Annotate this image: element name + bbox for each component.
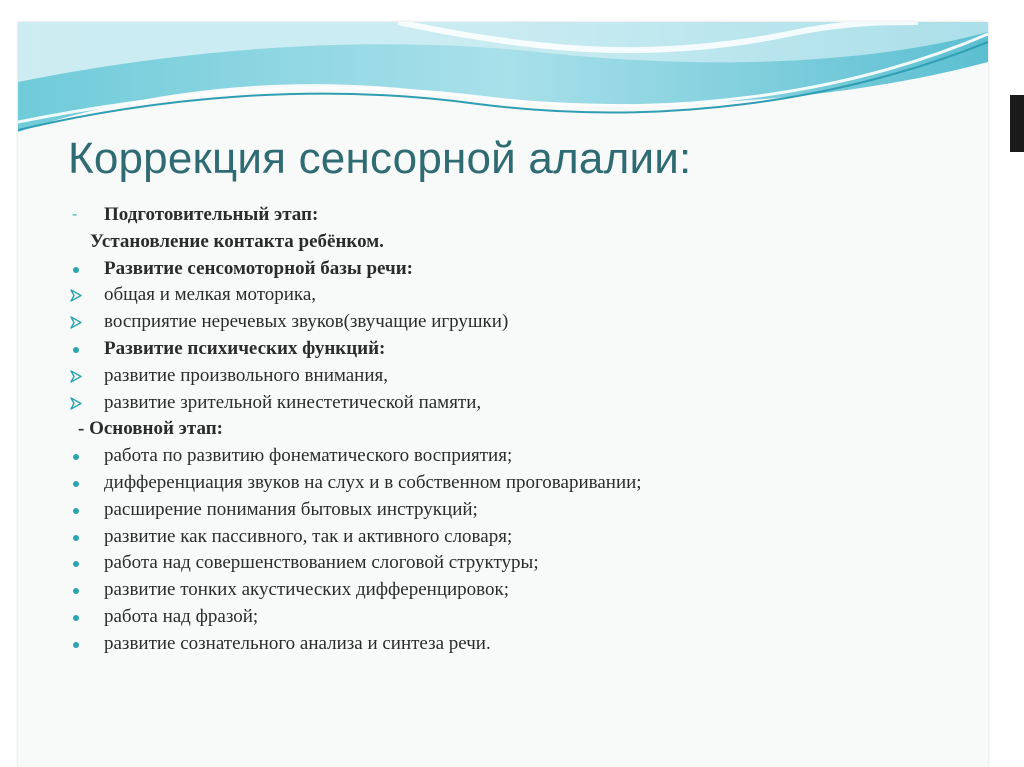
list-item bbox=[68, 202, 968, 229]
list-item bbox=[68, 631, 968, 658]
bullet-dot-icon bbox=[73, 481, 79, 487]
list-item-text: Подготовительный этап: bbox=[104, 204, 319, 225]
list-item bbox=[68, 443, 968, 470]
list-item-text: работа над фразой; bbox=[104, 605, 259, 627]
list-item-text: - Основной этап: bbox=[78, 418, 223, 440]
bullet-dot-icon bbox=[73, 615, 79, 621]
list-item bbox=[68, 336, 968, 363]
list-item bbox=[68, 577, 968, 604]
arrowhead-bullet-icon bbox=[70, 397, 84, 410]
list-item-text: развитие тонких акустических дифференцировок; bbox=[104, 579, 510, 601]
list-item-text: дифференциация звуков на слух и в собственном проговаривании; bbox=[104, 471, 642, 493]
list-item bbox=[68, 256, 968, 283]
list-item-text: восприятие неречевых звуков(звучащие игрушки) bbox=[104, 311, 509, 333]
list-item-text: расширение понимания бытовых инструкций; bbox=[104, 498, 478, 520]
bullet-dot-icon bbox=[73, 508, 79, 514]
list-item-text: развитие как пассивного, так и активного словаря; bbox=[104, 525, 513, 547]
right-edge-bar bbox=[1010, 95, 1024, 152]
list-item bbox=[68, 524, 968, 551]
list-item-text: развитие сознательного анализа и синтеза речи. bbox=[104, 632, 491, 654]
list-item-text: работа по развитию фонематического восприятия; bbox=[104, 445, 513, 467]
bullet-dot-icon bbox=[73, 561, 79, 567]
bullet-dot-icon bbox=[73, 588, 79, 594]
slide-title: Коррекция сенсорной алалии: bbox=[68, 134, 692, 183]
list-item bbox=[68, 363, 968, 390]
list-item-text: развитие зрительной кинестетической памяти, bbox=[104, 391, 482, 413]
bullet-dot-icon bbox=[73, 642, 79, 648]
list-item-text: Развитие психических функций: bbox=[104, 337, 386, 359]
arrowhead-bullet-icon bbox=[70, 289, 84, 302]
list-item bbox=[68, 309, 968, 336]
list-item-text: общая и мелкая моторика, bbox=[104, 284, 317, 306]
list-item-text: Установление контакта ребёнком. bbox=[90, 230, 384, 252]
list-item bbox=[68, 604, 968, 631]
bullet-dot-icon bbox=[73, 347, 79, 353]
bullet-dot-icon bbox=[73, 535, 79, 541]
list-item bbox=[68, 390, 968, 417]
arrowhead-bullet-icon bbox=[70, 370, 84, 383]
list-item bbox=[68, 416, 968, 443]
list-item bbox=[68, 229, 968, 256]
list-item-text: Развитие сенсомоторной базы речи: bbox=[104, 257, 414, 279]
list-item bbox=[68, 282, 968, 309]
dash-bullet-icon: - bbox=[72, 206, 78, 223]
bullet-dot-icon bbox=[73, 267, 79, 273]
arrowhead-bullet-icon bbox=[70, 316, 84, 329]
slide bbox=[18, 22, 988, 767]
bullet-dot-icon bbox=[73, 454, 79, 460]
list-item-text: развитие произвольного внимания, bbox=[104, 364, 389, 386]
list-item bbox=[68, 470, 968, 497]
content-list bbox=[68, 202, 968, 658]
list-item-text: работа над совершенствованием слоговой структуры; bbox=[104, 552, 539, 574]
list-item bbox=[68, 550, 968, 577]
list-item bbox=[68, 497, 968, 524]
